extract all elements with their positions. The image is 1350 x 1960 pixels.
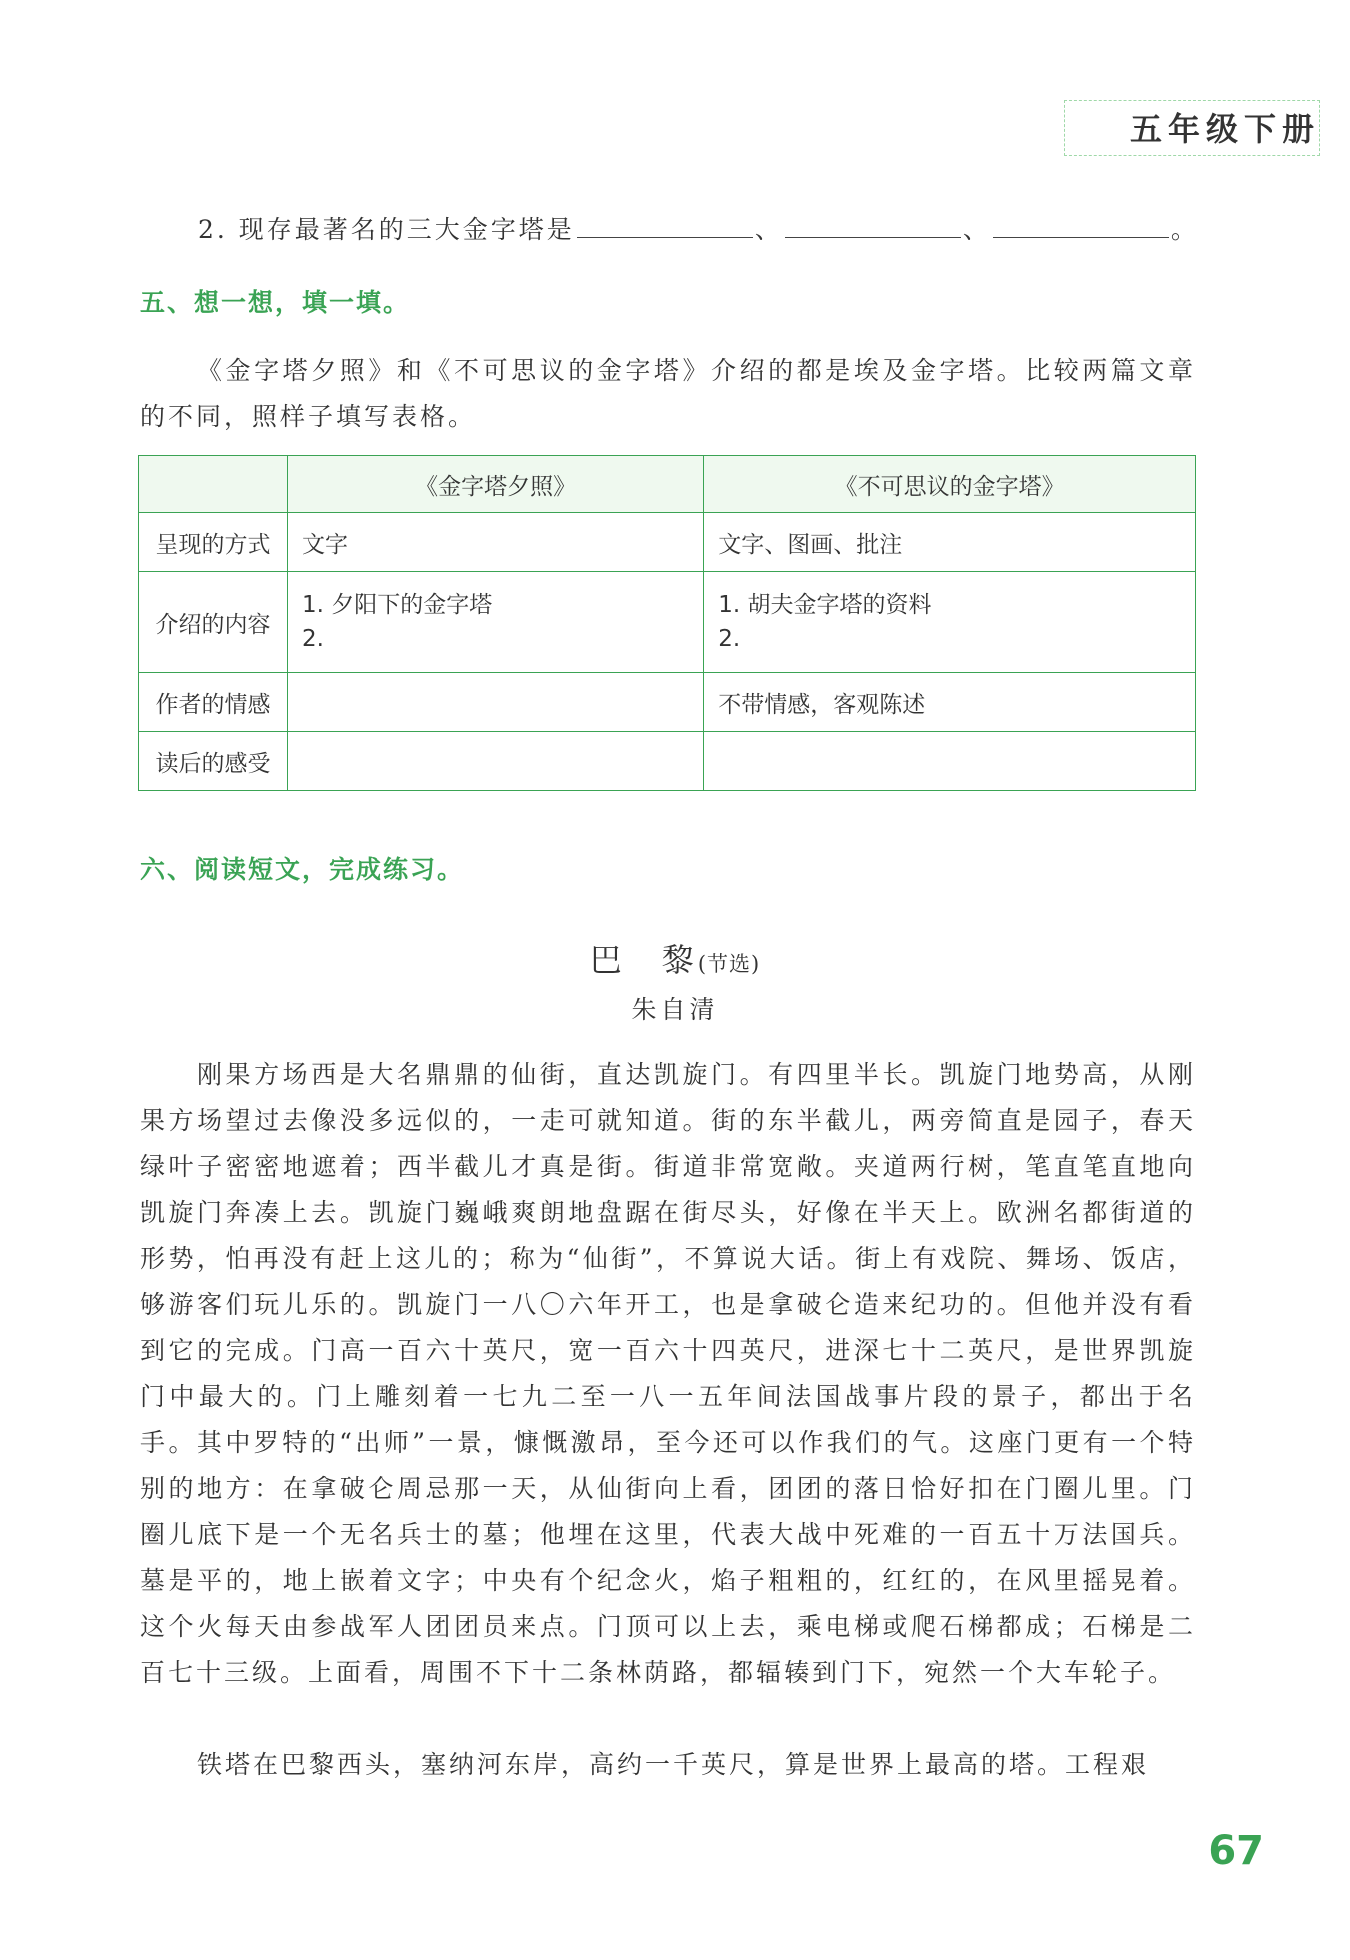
table-row bbox=[139, 572, 1196, 673]
separator: 、 bbox=[754, 215, 783, 244]
table-row bbox=[139, 513, 1196, 572]
answer-cell[interactable] bbox=[288, 673, 704, 732]
article-title bbox=[0, 935, 1350, 981]
table-cell: 不带情感，客观陈述 bbox=[704, 673, 1196, 732]
comparison-table bbox=[138, 455, 1196, 791]
cell-line: 2. bbox=[302, 626, 324, 652]
title-char-2: 黎 bbox=[661, 941, 698, 979]
question-2 bbox=[198, 210, 1199, 246]
page-number: 67 bbox=[1208, 1828, 1264, 1874]
grade-label: 五年级下册 bbox=[1129, 110, 1320, 148]
title-note: (节选) bbox=[697, 952, 761, 976]
table-cell: 文字、图画、批注 bbox=[704, 513, 1196, 572]
title-char-1: 巴 bbox=[589, 941, 626, 979]
table-corner-cell bbox=[139, 456, 288, 513]
table-cell: 文字 bbox=[288, 513, 704, 572]
cell-line: 2. bbox=[718, 626, 741, 652]
section-6-title: 六、阅读短文，完成练习。 bbox=[140, 855, 465, 884]
row-label: 介绍的内容 bbox=[139, 572, 288, 673]
answer-blank-3[interactable] bbox=[993, 217, 1169, 238]
table-cell[interactable] bbox=[288, 572, 704, 673]
answer-blank-2[interactable] bbox=[785, 217, 961, 238]
table-header-row bbox=[139, 456, 1196, 513]
cell-line: 1. 胡夫金字塔的资料 bbox=[718, 592, 932, 618]
row-label: 读后的感受 bbox=[139, 732, 288, 791]
table-cell[interactable] bbox=[704, 572, 1196, 673]
answer-cell[interactable] bbox=[704, 732, 1196, 791]
column-header-a: 《金字塔夕照》 bbox=[288, 456, 704, 513]
table-row bbox=[139, 732, 1196, 791]
article-paragraph-1: 刚果方场西是大名鼎鼎的仙街，直达凯旋门。有四里半长。凯旋门地势高，从刚果方场望过去像没多远似的，一走可就知道。街的东半截儿，两旁简直是园子，春天绿叶子密密地遮着；西半截儿才真是街。街道非常宽敞。夹道两行树，笔直笔直地向凯旋门奔凑上去。凯旋门巍峨爽朗地盘踞在街尽头，好像在半天上。欧洲名都街道的形势，怕再没有赶上这儿的；称为“仙街”，不算说大话。街上有戏院、舞场、饭店，够游客们玩儿乐的。凯旋门一八〇六年开工，也是拿破仑造来纪功的。但他并没有看到它的完成。门高一百六十英尺，宽一百六十四英尺，进深七十二英尺，是世界凯旋门中最大的。门上雕刻着一七九二至一八一五年间法国战事片段的景子，都出于名手。其中罗特的“出师”一景，慷慨激昂，至今还可以作我们的气。这座门更有一个特别的地方：在拿破仑周忌那一天，从仙街向上看，团团的落日恰好扣在门圈儿里。门圈儿底下是一个无名兵士的墓；他埋在这里，代表大战中死难的一百五十万法国兵。墓是平的，地上嵌着文字；中央有个纪念火，焰子粗粗的，红红的，在风里摇晃着。这个火每天由参战军人团团员来点。门顶可以上去，乘电梯或爬石梯都成；石梯是二百七十三级。上面看，周围不下十二条林荫路，都辐辏到门下，宛然一个大车轮子。 bbox=[140, 1060, 1196, 1687]
answer-blank-1[interactable] bbox=[577, 217, 753, 238]
row-label: 作者的情感 bbox=[139, 673, 288, 732]
question-2-text: 2. 现存最著名的三大金字塔是 bbox=[198, 215, 575, 244]
section-5-intro: 《金字塔夕照》和《不可思议的金字塔》介绍的都是埃及金字塔。比较两篇文章的不同，照样子填写表格。 bbox=[140, 356, 1196, 431]
article-author: 朱自清 bbox=[631, 995, 719, 1024]
period: 。 bbox=[1170, 215, 1199, 244]
column-header-b: 《不可思议的金字塔》 bbox=[704, 456, 1196, 513]
cell-line: 1. 夕阳下的金字塔 bbox=[302, 592, 493, 618]
table-row bbox=[139, 673, 1196, 732]
answer-cell[interactable] bbox=[288, 732, 704, 791]
row-label: 呈现的方式 bbox=[139, 513, 288, 572]
article-paragraph-2: 铁塔在巴黎西头，塞纳河东岸，高约一千英尺，算是世界上最高的塔。工程艰 bbox=[197, 1750, 1150, 1779]
section-5-title: 五、想一想，填一填。 bbox=[140, 288, 411, 317]
separator: 、 bbox=[962, 215, 991, 244]
